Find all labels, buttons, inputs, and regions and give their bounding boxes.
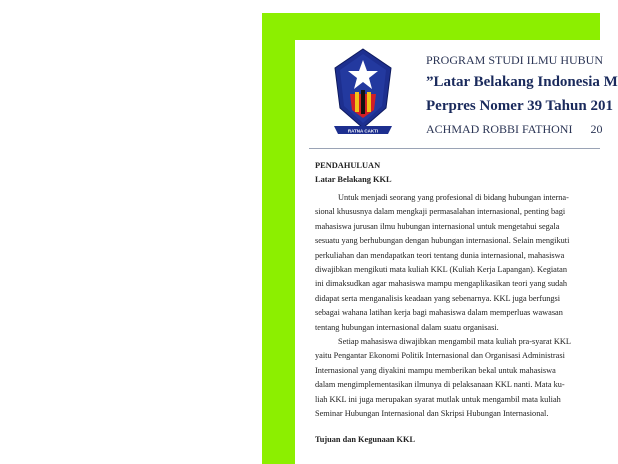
paragraph-line: Untuk menjadi seorang yang profesional di bidang hubungan interna-: [338, 193, 569, 202]
paragraph-line: Seminar Hubungan Internasional dan Skripsi Hubungan Internasional.: [315, 409, 549, 419]
paragraph-line: tentang hubungan internasional dalam suatu organisasi.: [315, 322, 499, 332]
torch-mid-icon: [361, 90, 365, 114]
paragraph-line: Internasional yang diyakini mampu memberikan bekal untuk mahasiswa: [315, 365, 556, 375]
torch-right-icon: [367, 92, 371, 112]
paragraph-2: [315, 335, 605, 421]
torch-left-icon: [355, 92, 359, 112]
paragraph-line: yaitu Pengantar Ekonomi Politik Internasional dan Organisasi Administrasi: [315, 351, 565, 361]
university-logo: [330, 46, 396, 138]
paragraph-1: [315, 191, 605, 335]
paragraph-line: perkuliahan dan mendapatkan teori tentang dunia internasional, mahasiswa: [315, 250, 565, 260]
header-author-line: [426, 122, 602, 137]
document-page: [295, 40, 618, 464]
header-divider: [309, 148, 600, 149]
paragraph-line: ini dimaksudkan agar mahasiswa mampu mengaplikasikan teori yang sudah: [315, 279, 568, 289]
header-title: ”Latar Belakang Indonesia M: [426, 74, 618, 90]
header-author: ACHMAD ROBBI FATHONI: [426, 122, 573, 136]
paragraph-line: sesuatu yang berhubungan dengan hubungan internasional. Selain mengikuti: [315, 236, 570, 246]
logo-motto: RATNA CAKTI: [347, 128, 379, 134]
section-title: PENDAHULUAN: [315, 161, 381, 170]
header-year: 20: [590, 122, 603, 136]
next-section-heading: Tujuan dan Kegunaan KKL: [315, 434, 415, 444]
header-program: PROGRAM STUDI ILMU HUBUN: [426, 53, 604, 67]
document-body: [315, 160, 605, 446]
paragraph-line: liah KKL ini juga merupakan syarat mutlak untuk mengambil mata kuliah: [315, 394, 561, 404]
header-subtitle: Perpres Nomer 39 Tahun 201: [426, 98, 613, 114]
paragraph-line: didapat serta menganalisis keadaan yang sebenarnya. KKL juga berfungsi: [315, 293, 561, 303]
paragraph-line: Setiap mahasiswa diwajibkan mengambil mata kuliah pra-syarat KKL: [338, 337, 571, 347]
paragraph-line: dalam mengimplementasikan ilmunya di pelaksanaan KKL nanti. Mata ku-: [315, 380, 565, 390]
paragraph-line: sebagai wahana latihan kerja bagi mahasiswa dalam memperluas wawasan: [315, 308, 563, 318]
paragraph-line: mahasiswa jurusan ilmu hubungan internasional untuk mengetahui segala: [315, 221, 560, 231]
paragraph-line: diwajibkan mengikuti mata kuliah KKL (Kuliah Kerja Lapangan). Kegiatan: [315, 265, 567, 275]
paragraph-line: sional khususnya dalam mengkaji permasalahan internasional, penting bagi: [315, 207, 566, 217]
subsection-title: Latar Belakang KKL: [315, 175, 392, 184]
